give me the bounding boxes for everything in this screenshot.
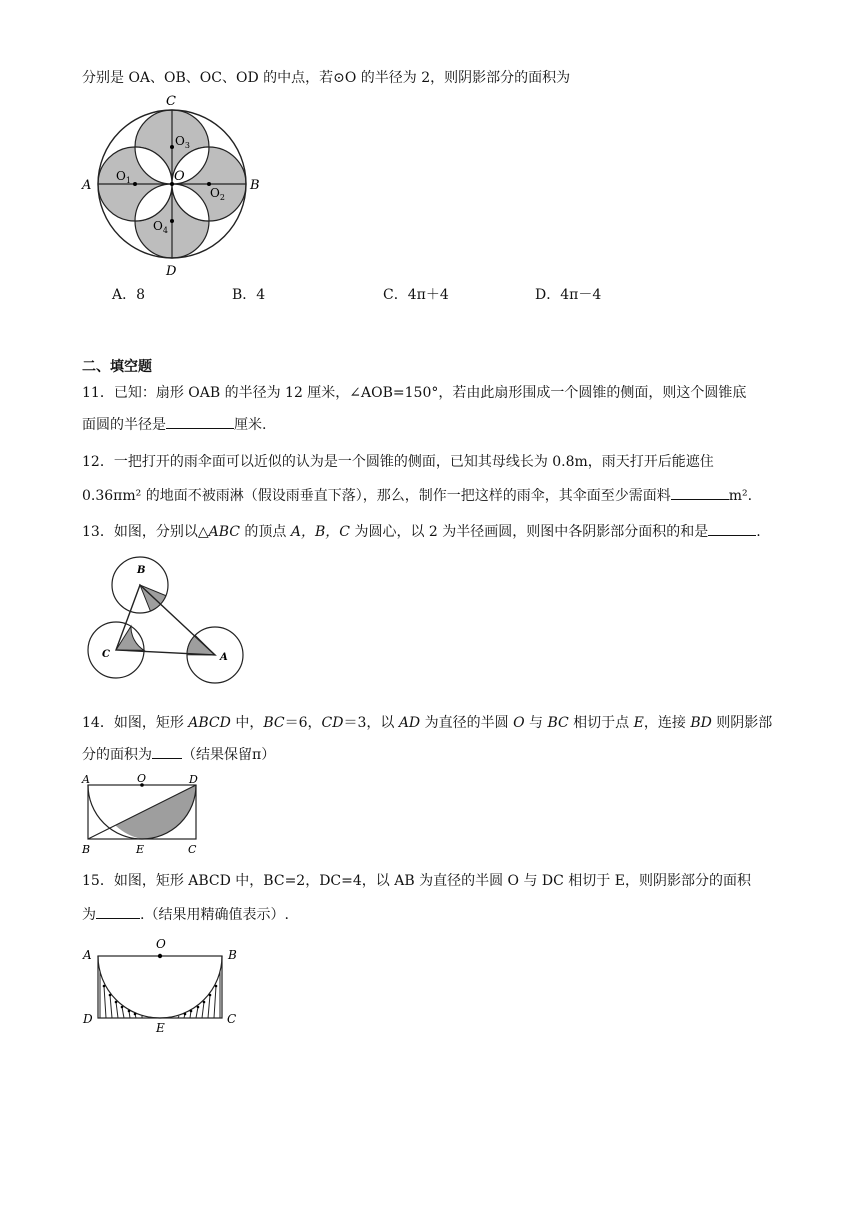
q10-label-a: A <box>82 178 92 193</box>
q14-label-d: D <box>189 773 198 786</box>
q13-line1: 13．如图，分别以△ABC 的顶点 A，B，C 为圆心，以 2 为半径画圆，则图中各阴影部分面积的和是 . <box>82 521 761 542</box>
q11-line2: 面圆的半径是 厘米. <box>82 414 266 435</box>
q14-answer-blank[interactable] <box>152 744 182 759</box>
q10-figure <box>80 90 270 280</box>
q10-label-o4: $O_4$ <box>153 219 168 235</box>
q14-label-a: A <box>82 773 90 786</box>
section-title: 二、填空题 <box>82 359 152 375</box>
q14-label-b: B <box>82 843 91 856</box>
q10-stem-tail: 分别是 OA、OB、OC、OD 的中点，若⊙O 的半径为 2，则阴影部分的面积为 <box>82 70 571 86</box>
q12-answer-blank[interactable] <box>671 485 729 500</box>
q15-label-a: A <box>83 948 92 962</box>
q15-label-b: B <box>228 948 237 962</box>
q15-figure <box>80 934 250 1034</box>
q15-label-o: O <box>156 937 166 951</box>
q15-line2: 为 .（结果用精确值表示）. <box>82 904 289 925</box>
q10-label-o1: $O_1$ <box>116 169 131 185</box>
q15-answer-blank[interactable] <box>96 904 140 919</box>
q14-line1: 14．如图，矩形 ABCD 中，BC＝6，CD＝3，以 AD 为直径的半圆 O 与 BC 相切于点 E，连接 BD 则阴影部 <box>82 715 773 731</box>
q15-label-d: D <box>83 1012 93 1026</box>
q11-line1: 11．已知：扇形 OAB 的半径为 12 厘米，∠AOB=150°，若由此扇形围成一个圆锥的侧面，则这个圆锥底 <box>82 385 747 401</box>
q10-option-c[interactable]: C．4π＋4 <box>383 287 449 303</box>
q15-label-c: C <box>227 1012 237 1026</box>
q13-figure <box>84 553 254 693</box>
q15-line1: 15．如图，矩形 ABCD 中，BC=2，DC=4，以 AB 为直径的半圆 O 与 DC 相切于 E，则阴影部分的面积 <box>82 873 751 889</box>
q10-label-d: D <box>166 264 177 279</box>
q12-line1: 12．一把打开的雨伞面可以近似的认为是一个圆锥的侧面，已知其母线长为 0.8m，雨天打开后能遮住 <box>82 454 714 470</box>
q13-answer-blank[interactable] <box>708 521 756 536</box>
q10-label-b: B <box>250 178 260 193</box>
q12-line2: 0.36πm² 的地面不被雨淋（假设雨垂直下落），那么，制作一把这样的雨伞，其伞面至少需面料 m². <box>82 485 752 506</box>
q10-label-o2: $O_2$ <box>210 186 225 202</box>
q10-option-b[interactable]: B．4 <box>232 287 266 303</box>
q14-line2: 分的面积为 （结果保留π） <box>82 744 275 765</box>
q14-figure <box>80 772 210 860</box>
q10-label-o3: $O_3$ <box>175 134 190 150</box>
q10-label-c: C <box>166 94 176 109</box>
q15-hatching <box>100 972 220 1018</box>
q10-option-a[interactable]: A．8 <box>112 287 146 303</box>
q13-label-a: A <box>220 652 228 663</box>
q10-label-o: O <box>174 169 185 184</box>
q15-label-e: E <box>156 1021 165 1034</box>
q15-dots <box>103 954 218 1016</box>
q11-answer-blank[interactable] <box>166 414 234 429</box>
q14-label-o: O <box>137 772 147 785</box>
q13-label-b: B <box>137 565 146 576</box>
q14-label-e: E <box>136 843 145 856</box>
q10-option-d[interactable]: D．4π－4 <box>535 287 602 303</box>
q13-label-c: C <box>102 649 110 660</box>
q13-sector-a <box>187 635 215 655</box>
q14-label-c: C <box>188 843 197 856</box>
